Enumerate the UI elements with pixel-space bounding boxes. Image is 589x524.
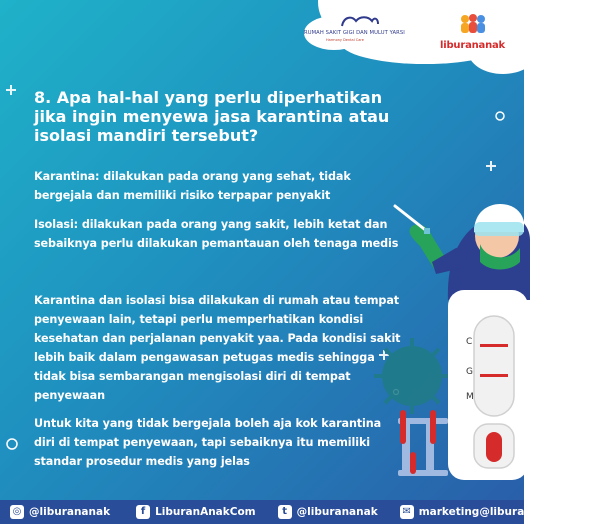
email-icon: ✉ — [400, 505, 414, 519]
instagram-handle: @liburananak — [29, 506, 111, 518]
brand-name: liburananak — [440, 40, 505, 51]
facebook-handle: LiburanAnakCom — [155, 506, 256, 518]
paragraph-lokasi: Karantina dan isolasi bisa dilakukan di rumah atau tempat penyewaan lain, tetapi perlu memperhatikan kondisi kesehatan dan perjalanan penyakit yaa. Pada kondisi sakit lebih baik dalam pengawasan petugas medis sehingga tidak bisa sembarangan mengisolasi diri di tempat penyewaan — [34, 294, 401, 402]
test-kit-illustration — [448, 290, 528, 480]
footer-instagram[interactable] — [10, 505, 110, 519]
facebook-icon: f — [136, 505, 150, 519]
paragraph-isolasi: Isolasi: dilakukan pada orang yang sakit, lebih ketat dan sebaiknya perlu dilakukan pemantauan oleh tenaga medis — [34, 218, 399, 250]
hospital-tagline: Harmony Dental Care — [326, 38, 364, 42]
email-address: marketing@liburananak.com — [418, 506, 589, 518]
hospital-name: RUMAH SAKIT GIGI DAN MULUT YARSI — [304, 30, 405, 36]
paragraph-tanpa-gejala: Untuk kita yang tidak bergejala boleh aja kok karantina diri di tempat penyewaan, tapi sebaiknya itu memiliki standar prosedur medis yang jelas — [34, 417, 382, 468]
instagram-icon: ◎ — [10, 505, 24, 519]
question-title: 8. Apa hal-hal yang perlu diperhatikan jika ingin menyewa jasa karantina atau isolasi mandiri tersebut? — [34, 88, 390, 145]
twitter-handle: @liburananak — [296, 506, 378, 518]
test-kit-label-m: M — [466, 392, 474, 402]
footer-facebook[interactable] — [136, 505, 256, 519]
footer-twitter[interactable] — [278, 505, 378, 519]
test-kit-label-c: C — [466, 337, 473, 347]
footer-bar — [0, 500, 589, 524]
test-kit-label-g: G — [466, 367, 473, 377]
paragraph-karantina: Karantina: dilakukan pada orang yang sehat, tidak bergejala dan memiliki risiko terpapar penyakit — [34, 170, 351, 202]
twitter-icon: t — [278, 505, 292, 519]
health-worker-illustration — [395, 204, 530, 300]
test-tubes-illustration — [398, 410, 448, 476]
footer-email[interactable] — [400, 505, 589, 519]
